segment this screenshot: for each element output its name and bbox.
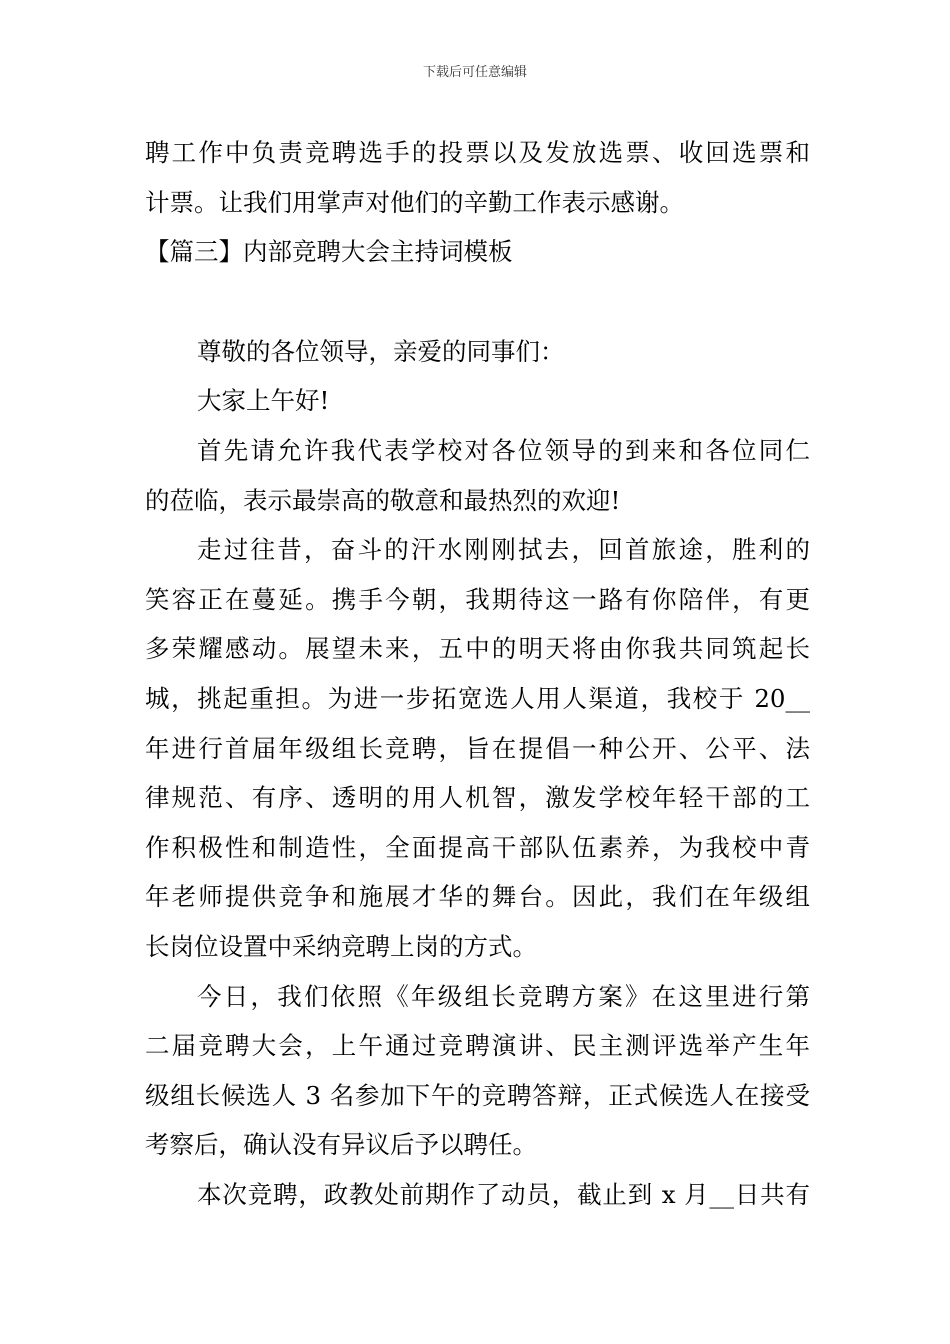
paragraph-line: 笑容正在蔓延。携手今朝，我期待这一路有你陪伴，有更 — [145, 584, 810, 614]
paragraph-line: 年老师提供竞争和施展才华的舞台。因此，我们在年级组 — [145, 882, 810, 912]
blank-gap — [145, 277, 810, 327]
salutation: 尊敬的各位领导，亲爱的同事们： — [197, 336, 565, 366]
greeting: 大家上午好! — [197, 386, 330, 416]
paragraph-line: 级组长候选人 3 名参加下午的竞聘答辩，正式候选人在接受 — [145, 1080, 810, 1110]
paragraph-line: 年进行首届年级组长竞聘，旨在提倡一种公开、公平、法 — [145, 733, 810, 763]
section-heading: 【篇三】内部竞聘大会主持词模板 — [145, 237, 513, 267]
page-header-note: 下载后可任意编辑 — [422, 65, 527, 80]
paragraph-line: 考察后，确认没有异议后予以聘任。 — [145, 1130, 537, 1160]
paragraph-line: 走过往昔，奋斗的汗水刚刚拭去，回首旅途，胜利的 — [197, 535, 810, 565]
paragraph-line: 今日，我们依照《年级组长竞聘方案》在这里进行第 — [197, 981, 810, 1011]
paragraph-line: 多荣耀感动。展望未来，五中的明天将由你我共同筑起长 — [145, 634, 810, 664]
paragraph-line: 长岗位设置中采纳竞聘上岗的方式。 — [145, 931, 537, 961]
paragraph-line: 首先请允许我代表学校对各位领导的到来和各位同仁 — [197, 435, 810, 465]
text-line: 计票。让我们用掌声对他们的辛勤工作表示感谢。 — [145, 187, 684, 217]
paragraph-line: 城，挑起重担。为进一步拓宽选人用人渠道，我校于 20__ — [145, 683, 810, 713]
text-line: 聘工作中负责竞聘选手的投票以及发放选票、收回选票和 — [145, 138, 810, 167]
paragraph-line: 律规范、有序、透明的用人机智，激发学校年轻干部的工 — [145, 783, 810, 813]
paragraph-line: 二届竞聘大会，上午通过竞聘演讲、民主测评选举产生年 — [145, 1031, 810, 1061]
paragraph-line: 本次竞聘，政教处前期作了动员，截止到 x 月__日共有 — [197, 1179, 810, 1209]
paragraph-line: 的莅临，表示最崇高的敬意和最热烈的欢迎! — [145, 485, 621, 515]
document-body — [145, 128, 810, 1219]
paragraph-line: 作积极性和制造性，全面提高干部队伍素养，为我校中青 — [145, 832, 810, 862]
